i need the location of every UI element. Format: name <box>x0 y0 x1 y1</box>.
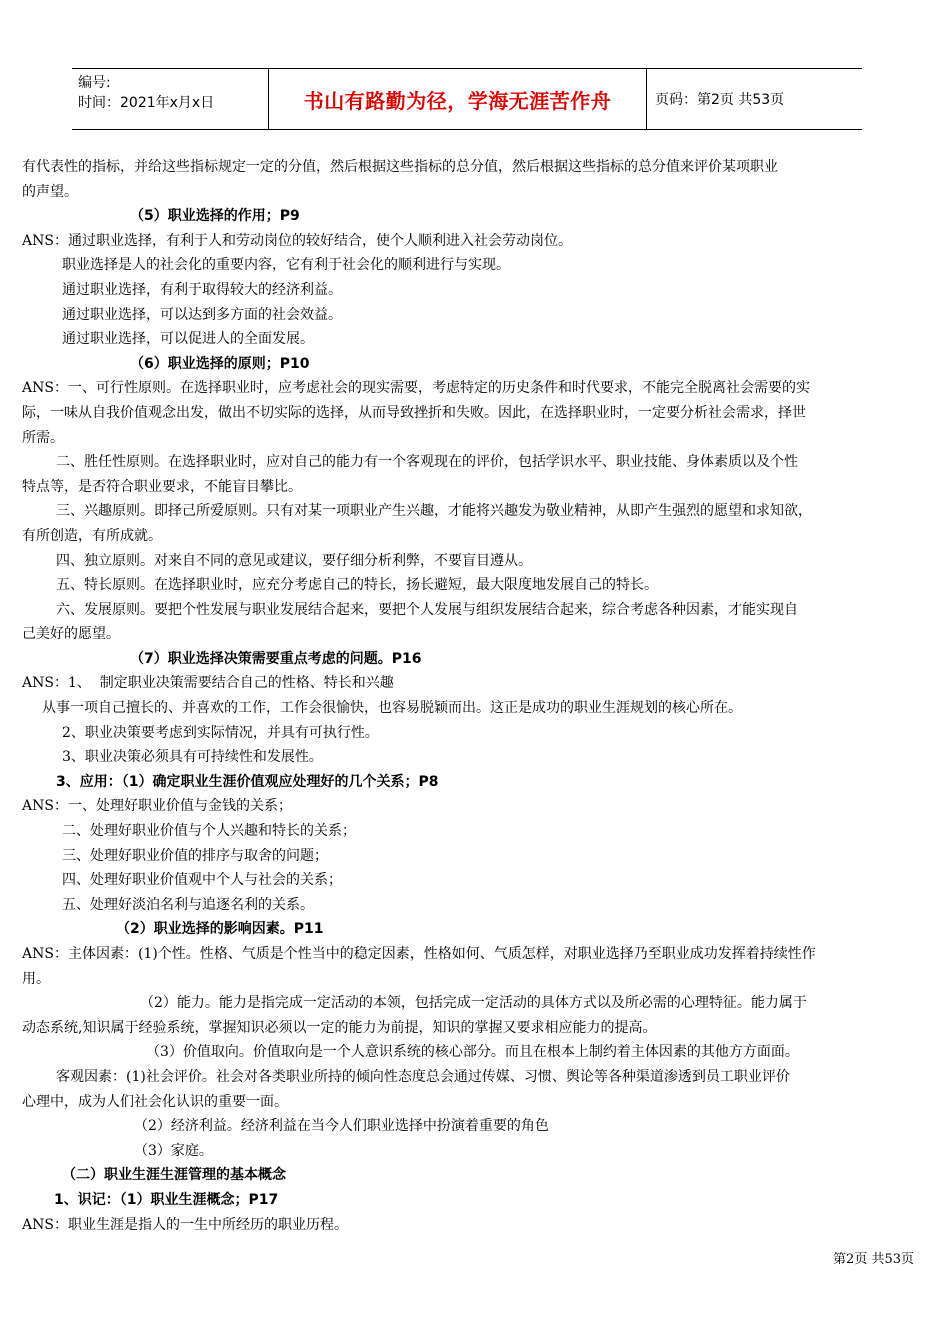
body-line: 五、特长原则。在选择职业时，应充分考虑自己的特长，扬长避短，最大限度地发展自己的特长。 <box>56 577 658 594</box>
header-motto: 书山有路勤为径，学海无涯苦作舟 <box>303 88 612 113</box>
body-line: 2、职业决策要考虑到实际情况，并具有可执行性。 <box>62 724 379 741</box>
body-line: 通过职业选择，可以促进人的全面发展。 <box>62 331 314 348</box>
body-line: （2）经济利益。经济利益在当今人们职业选择中扮演着重要的角色 <box>134 1118 549 1135</box>
answer-line: ANS：一、可行性原则。在选择职业时，应考虑社会的现实需要，考虑特定的历史条件和时代要求，不能完全脱离社会需要的实 <box>22 380 810 397</box>
section-heading: （7）职业选择决策需要重点考虑的问题。P16 <box>130 650 422 667</box>
body-line: 五、处理好淡泊名利与追逐名利的关系。 <box>62 896 314 913</box>
body-line: 四、处理好职业价值观中个人与社会的关系； <box>62 872 342 889</box>
body-line: 所需。 <box>22 429 64 446</box>
answer-line: ANS：职业生涯是指人的一生中所经历的职业历程。 <box>22 1216 348 1233</box>
header-meta <box>72 69 269 129</box>
body-line: 三、兴趣原则。即择己所爱原则。只有对某一项职业产生兴趣，才能将兴趣发为敬业精神，从即产生强烈的愿望和求知欲， <box>56 503 812 520</box>
header-page-cell <box>647 69 862 129</box>
body-line: 有代表性的指标，并给这些指标规定一定的分值，然后根据这些指标的总分值，然后根据这些指标的总分值来评价某项职业 <box>22 159 778 175</box>
answer-line: ANS：主体因素：(1)个性。性格、气质是个性当中的稳定因素，性格如何、气质怎样，对职业选择乃至职业成功发挥着持续性作 <box>22 946 816 962</box>
document-time-label: 时间：2021年x月x日 <box>78 95 215 111</box>
body-line: 六、发展原则。要把个性发展与职业发展结合起来，要把个人发展与组织发展结合起来，综合考虑各种因素，才能实现自 <box>56 601 798 618</box>
body-line: 通过职业选择，有利于取得较大的经济利益。 <box>62 281 342 298</box>
answer-line: ANS：1、 制定职业决策需要结合自己的性格、特长和兴趣 <box>22 675 394 692</box>
section-heading: 1、识记：（1）职业生涯概念；P17 <box>54 1191 279 1208</box>
body-line: 动态系统,知识属于经验系统，掌握知识必须以一定的能力为前提，知识的掌握又要求相应能力的提高。 <box>22 1019 657 1036</box>
body-line: （3）价值取向。价值取向是一个人意识系统的核心部分。而且在根本上制约着主体因素的其他方方面面。 <box>146 1044 799 1061</box>
section-heading: 3、应用：（1）确定职业生涯价值观应处理好的几个关系；P8 <box>56 773 439 790</box>
page-header <box>72 68 862 130</box>
section-heading: （2）职业选择的影响因素。P11 <box>116 921 324 938</box>
answer-line: ANS：通过职业选择，有利于人和劳动岗位的较好结合，使个人顺利进入社会劳动岗位。 <box>22 232 572 249</box>
body-line: （2）能力。能力是指完成一定活动的本领，包括完成一定活动的具体方式以及所必需的心理特征。能力属于 <box>140 995 807 1012</box>
body-line: 从事一项自己擅长的、并喜欢的工作，工作会很愉快，也容易脱颖而出。这正是成功的职业生涯规划的核心所在。 <box>42 700 742 717</box>
document-body <box>22 155 918 1237</box>
page-footer: 第2页 共53页 <box>833 1252 914 1267</box>
answer-line: ANS：一、处理好职业价值与金钱的关系； <box>22 798 292 815</box>
body-line: 的声望。 <box>22 183 78 200</box>
body-line: 通过职业选择，可以达到多方面的社会效益。 <box>62 306 342 323</box>
body-line: 用。 <box>22 970 50 987</box>
body-line: 3、职业决策必须具有可持续性和发展性。 <box>62 749 323 766</box>
body-line: 心理中，成为人们社会化认识的重要一面。 <box>22 1093 288 1110</box>
section-heading: （5）职业选择的作用；P9 <box>130 208 300 225</box>
body-line: 有所创造，有所成就。 <box>22 527 162 544</box>
section-heading: （6）职业选择的原则；P10 <box>130 355 310 372</box>
body-line: 己美好的愿望。 <box>22 626 120 643</box>
body-line: 三、处理好职业价值的排序与取舍的问题； <box>62 847 328 864</box>
body-line: 四、独立原则。对来自不同的意见或建议，要仔细分析利弊，不要盲目遵从。 <box>56 552 532 569</box>
body-line: 特点等，是否符合职业要求，不能盲目攀比。 <box>22 478 302 495</box>
body-line: （3）家庭。 <box>134 1142 213 1159</box>
body-line: 二、处理好职业价值与个人兴趣和特长的关系； <box>62 823 356 840</box>
section-heading: （二）职业生涯生涯管理的基本概念 <box>62 1167 286 1184</box>
body-line: 职业选择是人的社会化的重要内容，它有利于社会化的顺利进行与实现。 <box>62 257 510 274</box>
body-line: 际，一味从自我价值观念出发，做出不切实际的选择，从而导致挫折和失败。因此，在选择职业时，一定要分析社会需求，择世 <box>22 404 806 421</box>
header-page-number: 页码：第2页 共53页 <box>655 92 785 108</box>
document-number-label: 编号: <box>78 75 111 91</box>
header-motto-cell <box>269 69 647 129</box>
body-line: 二、胜任性原则。在选择职业时，应对自己的能力有一个客观现在的评价，包括学识水平、职业技能、身体素质以及个性 <box>56 454 798 471</box>
body-line: 客观因素：(1)社会评价。社会对各类职业所持的倾向性态度总会通过传媒、习惯、舆论等各种渠道渗透到员工职业评价 <box>56 1068 790 1085</box>
